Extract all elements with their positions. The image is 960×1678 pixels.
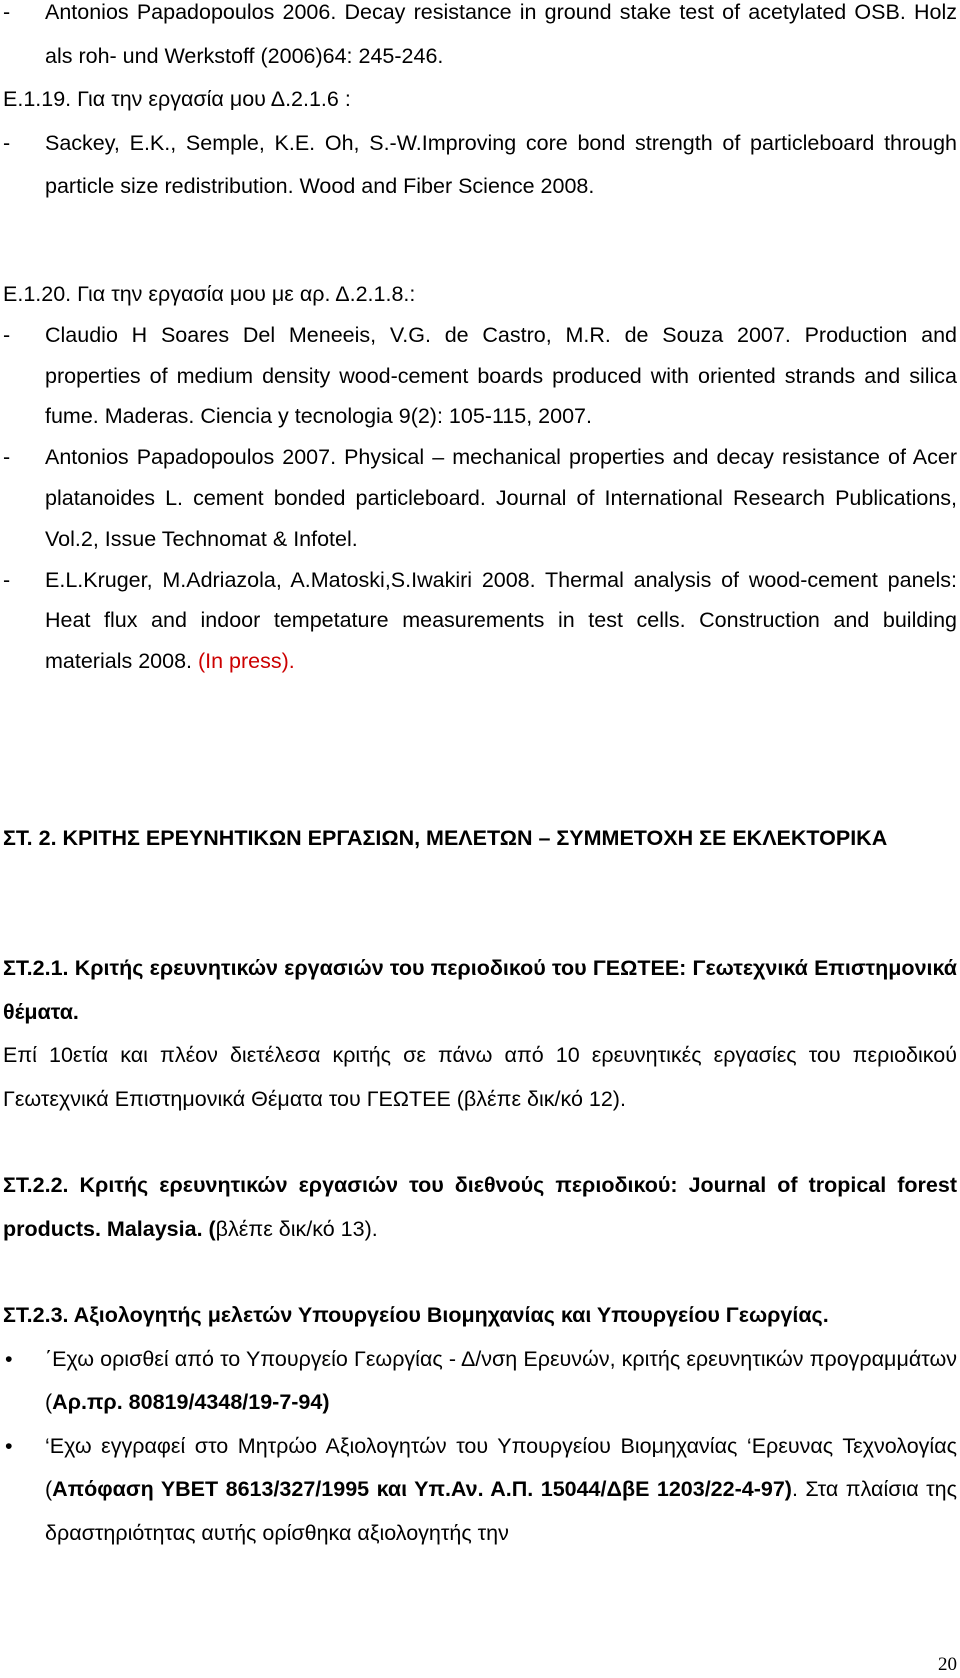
reference-item bbox=[3, 0, 957, 78]
work-label: E.1.19. Για την εργασία μου Δ.2.1.6 : bbox=[3, 87, 351, 111]
reference-text: Antonios Papadopoulos 2007. Physical – mechanical properties and decay resistance of Acer platanoides L. cement bonded particleboard. Journal of International Research Publications, Vol.2, Issue Technomat & Infotel. bbox=[45, 445, 957, 551]
bullet-item bbox=[3, 1338, 957, 1425]
in-press-note: (In press). bbox=[197, 649, 295, 674]
list-dash: - bbox=[3, 567, 11, 592]
reference-text: Antonios Papadopoulos 2006. Decay resistance in ground stake test of acetylated OSB. Holz als roh- und Werkstoff (2006)64: 245-246. bbox=[45, 0, 957, 68]
subsection-st-2-3 bbox=[3, 1294, 957, 1555]
references-block-1 bbox=[3, 0, 957, 209]
bullet-text: ‘Εχω εγγραφεί στο Μητρώο Αξιολογητών του Υπουργείου Βιομηχανίας ‘Ερευνας Τεχνολογίας ( bbox=[45, 1433, 957, 1501]
subsection-body: Επί 10ετία και πλέον διετέλεσα κριτής σε πάνω από 10 ερευνητικές εργασίες του περιοδικού Γεωτεχνικά Επιστημονικά Θέματα του ΓΕΩΤΕΕ (βλέπε δικ/κό 12). bbox=[3, 1043, 957, 1111]
subsection-st-2-2 bbox=[3, 1164, 957, 1251]
section-heading-block bbox=[3, 817, 957, 861]
bullet-icon: • bbox=[5, 1433, 13, 1458]
subsection-paragraph bbox=[3, 1164, 957, 1251]
subsection-heading: ΣΤ.2.3. Αξιολογητής μελετών Υπουργείου Βιομηχανίας και Υπουργείου Γεωργίας. bbox=[3, 1303, 829, 1327]
reference-item bbox=[3, 315, 957, 437]
reference-text: Sackey, E.K., Semple, K.E. Oh, S.-W.Improving core bond strength of particleboard through particle size redistribution. Wood and Fiber Science 2008. bbox=[45, 130, 957, 198]
bullet-after-text: . Στα πλαίσια της δραστηριότητας αυτής ορίσθηκα αξιολογητής την bbox=[45, 1477, 957, 1545]
bullet-bold-text: Απόφαση ΥΒΕΤ 8613/327/1995 και Υπ.Αν. Α.Π. 15044/ΔβΕ 1203/22-4-97) bbox=[52, 1477, 792, 1501]
work-label: E.1.20. Για την εργασία μου με αρ. Δ.2.1.8.: bbox=[3, 282, 416, 306]
subsection-st-2-1 bbox=[3, 947, 957, 1121]
bullet-bold-text: Αρ.πρ. 80819/4348/19-7-94) bbox=[52, 1390, 330, 1414]
references-block-2 bbox=[3, 274, 957, 682]
reference-item bbox=[3, 122, 957, 209]
list-dash: - bbox=[3, 322, 11, 347]
subsection-reference: βλέπε δικ/κό 13). bbox=[215, 1216, 378, 1241]
reference-item bbox=[3, 437, 957, 559]
list-dash: - bbox=[3, 0, 11, 24]
page-number: 20 bbox=[938, 1654, 957, 1675]
reference-text: E.L.Kruger, M.Adriazola, A.Matoski,S.Iwakiri 2008. Thermal analysis of wood-cement panels: Heat flux and indoor tempetature measurements in test cells. Construction and building materials 2008. bbox=[45, 567, 957, 674]
reference-item bbox=[3, 560, 957, 682]
reference-text: Claudio H Soares Del Meneeis, V.G. de Castro, M.R. de Souza 2007. Production and properties of medium density wood-cement boards produced with oriented strands and silica fume. Maderas. Ciencia y tecnologia 9(2): 105-115, 2007. bbox=[45, 322, 957, 429]
subsection-heading: ΣΤ.2.2. Κριτής ερευνητικών εργασιών του διεθνούς περιοδικού: Journal of tropical forest products. Malaysia. ( bbox=[3, 1173, 957, 1241]
bullet-icon: • bbox=[5, 1346, 13, 1371]
bullet-text: ΄Εχω ορισθεί από το Υπουργείο Γεωργίας - Δ/νση Ερευνών, κριτής ερευνητικών προγραμμάτων ( bbox=[45, 1346, 957, 1414]
list-dash: - bbox=[3, 130, 11, 155]
subsection-heading: ΣΤ.2.1. Κριτής ερευνητικών εργασιών του περιοδικού του ΓΕΩΤΕΕ: Γεωτεχνικά Επιστημονικά θέματα. bbox=[3, 956, 957, 1024]
list-dash: - bbox=[3, 445, 11, 470]
section-title: ΣΤ. 2. ΚΡΙΤΗΣ ΕΡΕΥΝΗΤΙΚΩΝ ΕΡΓΑΣΙΩΝ, ΜΕΛΕΤΩΝ – ΣΥΜΜΕΤΟΧΗ ΣΕ ΕΚΛΕΚΤΟΡΙΚΑ bbox=[3, 826, 888, 850]
bullet-item bbox=[3, 1425, 957, 1556]
